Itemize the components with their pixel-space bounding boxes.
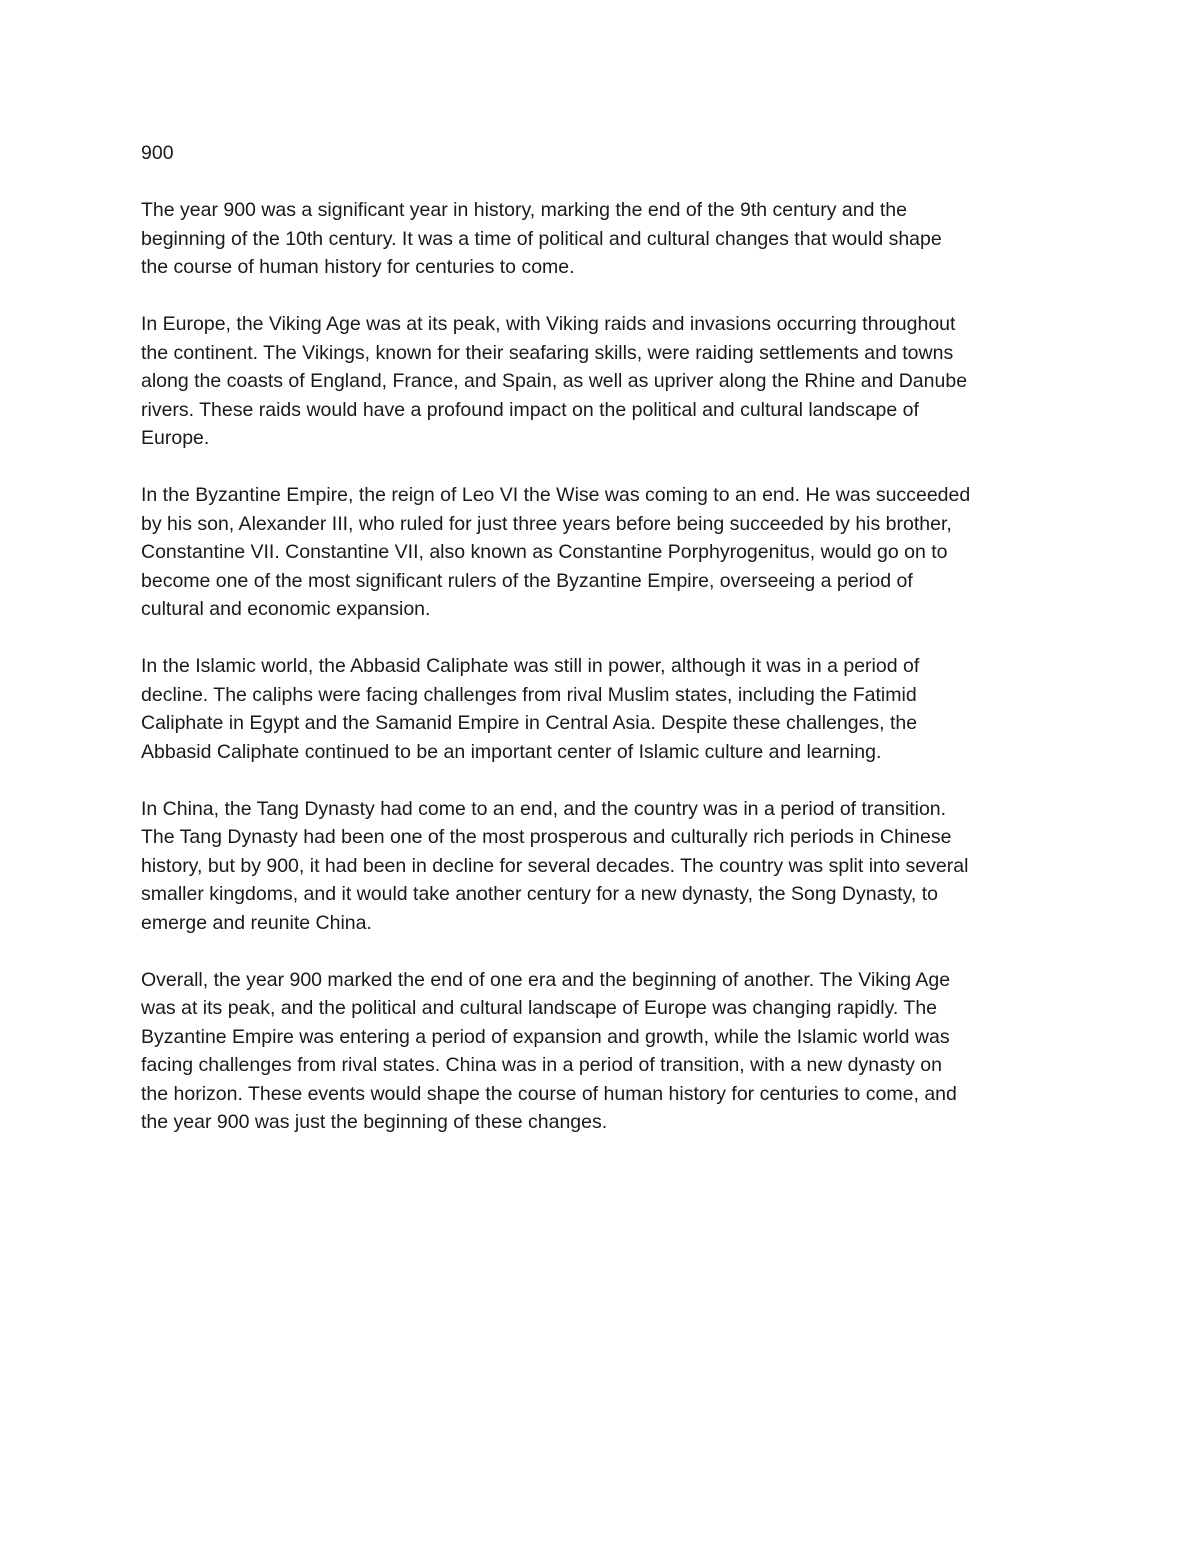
paragraph-line: beginning of the 10th century. It was a time of political and cultural changes that would shape: [141, 227, 942, 250]
paragraph-line: the year 900 was just the beginning of these changes.: [141, 1111, 608, 1133]
paragraph-line: In the Islamic world, the Abbasid Caliphate was still in power, although it was in a period of: [141, 655, 920, 677]
paragraph-line: decline. The caliphs were facing challenges from rival Muslim states, including the Fatimid: [141, 683, 917, 706]
paragraph-line: become one of the most significant rulers of the Byzantine Empire, overseeing a period of: [141, 569, 913, 592]
paragraph-line: Europe.: [141, 427, 210, 449]
document-body: [141, 139, 1066, 1165]
paragraph-line: the horizon. These events would shape the course of human history for centuries to come, and: [141, 1082, 957, 1105]
paragraph-line: facing challenges from rival states. China was in a period of transition, with a new dynasty on: [141, 1054, 942, 1076]
paragraph-line: The Tang Dynasty had been one of the most prosperous and culturally rich periods in Chinese: [141, 826, 952, 848]
paragraph-overall: [141, 966, 1066, 1137]
paragraph-line: the continent. The Vikings, known for their seafaring skills, were raiding settlements and towns: [141, 341, 954, 364]
paragraph-china: [141, 795, 1066, 938]
document-title: [141, 139, 1066, 168]
paragraph-line: smaller kingdoms, and it would take another century for a new dynasty, the Song Dynasty, to: [141, 883, 939, 905]
paragraph-line: by his son, Alexander III, who ruled for just three years before being succeeded by his brother,: [141, 512, 952, 535]
paragraph-line: In China, the Tang Dynasty had come to an end, and the country was in a period of transition.: [141, 797, 947, 820]
paragraph-line: Overall, the year 900 marked the end of one era and the beginning of another. The Viking Age: [141, 968, 951, 991]
paragraph-line: was at its peak, and the political and cultural landscape of Europe was changing rapidly. The: [141, 997, 938, 1019]
paragraph-line: Byzantine Empire was entering a period of expansion and growth, while the Islamic world was: [141, 1025, 950, 1048]
paragraph-intro: [141, 196, 1066, 282]
paragraph-line: The year 900 was a significant year in history, marking the end of the 9th century and the: [141, 199, 907, 221]
paragraph-line: rivers. These raids would have a profound impact on the political and cultural landscape of: [141, 398, 919, 421]
paragraph-byzantine: [141, 481, 1066, 624]
title-text: 900: [141, 142, 174, 164]
paragraph-line: Abbasid Caliphate continued to be an important center of Islamic culture and learning.: [141, 740, 882, 763]
paragraph-line: emerge and reunite China.: [141, 911, 372, 934]
paragraph-line: along the coasts of England, France, and Spain, as well as upriver along the Rhine and Danube: [141, 370, 968, 392]
paragraph-islamic: [141, 652, 1066, 766]
paragraph-line: history, but by 900, it had been in decline for several decades. The country was split into several: [141, 854, 969, 877]
paragraph-line: In the Byzantine Empire, the reign of Leo VI the Wise was coming to an end. He was succeeded: [141, 484, 971, 506]
paragraph-line: the course of human history for centuries to come.: [141, 256, 575, 278]
paragraph-line: In Europe, the Viking Age was at its peak, with Viking raids and invasions occurring throughout: [141, 313, 956, 335]
paragraph-line: Caliphate in Egypt and the Samanid Empire in Central Asia. Despite these challenges, the: [141, 712, 918, 734]
paragraph-line: cultural and economic expansion.: [141, 598, 431, 620]
paragraph-europe: [141, 310, 1066, 453]
paragraph-line: Constantine VII. Constantine VII, also known as Constantine Porphyrogenitus, would go on to: [141, 541, 948, 563]
